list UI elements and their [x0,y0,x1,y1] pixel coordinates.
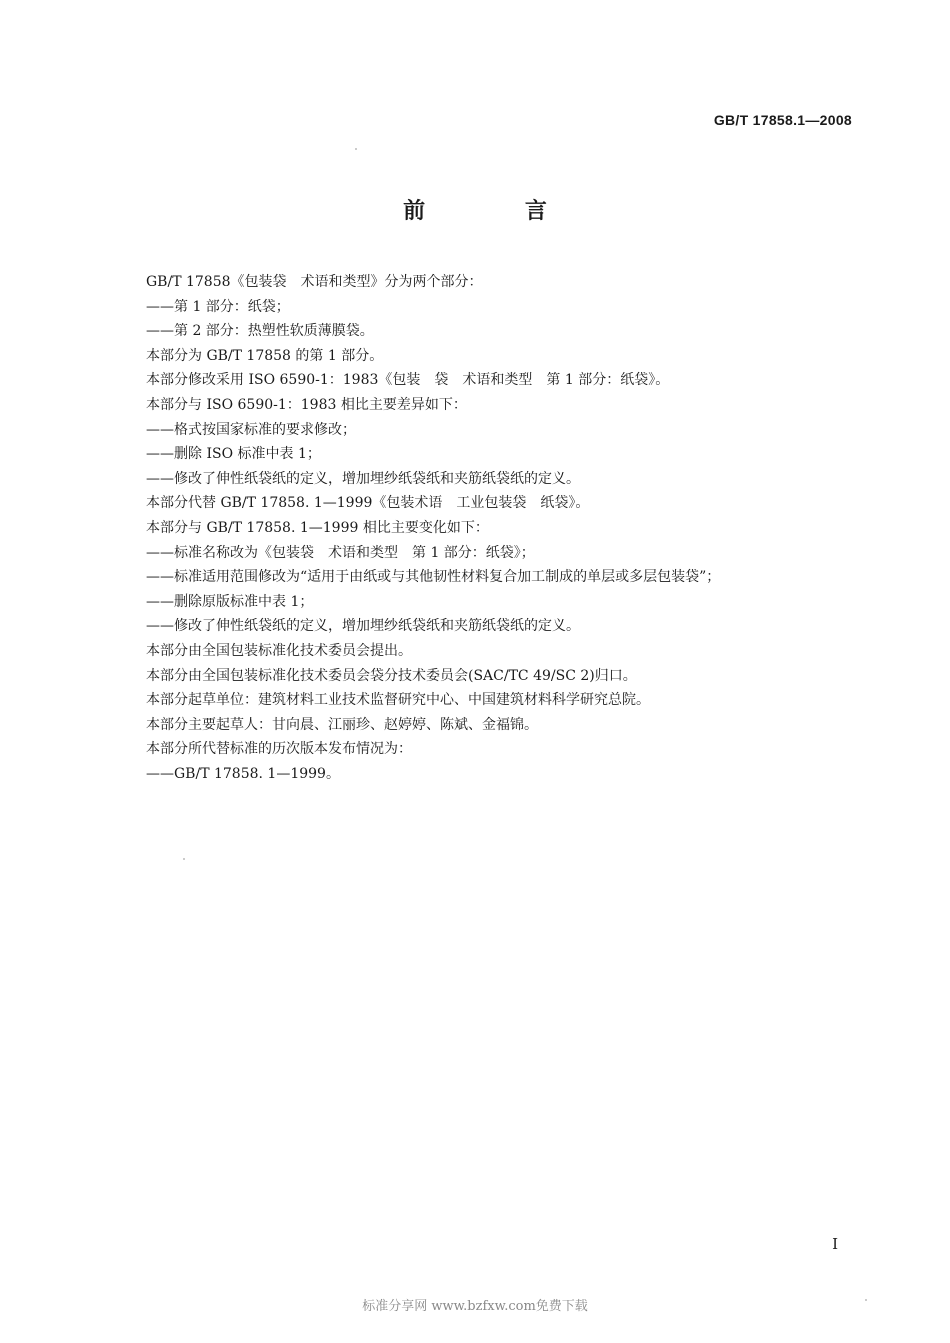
text-line: 本部分由全国包装标准化技术委员会提出。 [146,642,412,659]
text-line: 本部分与 GB/T 17858. 1—1999 相比主要变化如下： [146,519,489,536]
text-line: 本部分主要起草人：甘向晨、江丽珍、赵婷婷、陈斌、金福锦。 [146,716,538,733]
text-line: ——修改了伸性纸袋纸的定义，增加埋纱纸袋纸和夹筋纸袋纸的定义。 [146,618,580,635]
scan-speck [865,1299,867,1301]
scan-speck [355,148,357,150]
text-line: ——删除 ISO 标准中表 1； [146,446,321,463]
text-line: 本部分与 ISO 6590-1：1983 相比主要差异如下： [146,396,467,413]
footer-watermark: 标准分享网 www.bzfxw.com免费下载 [362,1299,588,1314]
text-line: 本部分所代替标准的历次版本发布情况为： [146,741,412,758]
text-line: 本部分由全国包装标准化技术委员会袋分技术委员会(SAC/TC 49/SC 2)归口。 [146,667,637,684]
text-line: ——GB/T 17858. 1—1999。 [146,765,340,782]
text-line: GB/T 17858《包装袋 术语和类型》分为两个部分： [146,274,483,290]
text-line: 本部分修改采用 ISO 6590-1：1983《包装 袋 术语和类型 第 1 部分：纸袋》。 [146,372,670,389]
text-line: 本部分为 GB/T 17858 的第 1 部分。 [146,347,384,364]
text-line: 本部分代替 GB/T 17858. 1—1999《包装术语 工业包装袋 纸袋》。 [146,495,590,512]
scan-speck [183,858,185,860]
page-number: I [832,1235,838,1253]
text-line: ——第 1 部分：纸袋； [146,298,290,315]
text-line: ——第 2 部分：热塑性软质薄膜袋。 [146,323,374,340]
foreword-body [146,270,866,786]
text-line: ——格式按国家标准的要求修改； [146,421,356,438]
text-line: ——删除原版标准中表 1； [146,593,314,610]
text-line: ——标准适用范围修改为“适用于由纸或与其他韧性材料复合加工制成的单层或多层包装袋”； [146,569,721,586]
text-line: 本部分起草单位：建筑材料工业技术监督研究中心、中国建筑材料科学研究总院。 [146,692,650,709]
text-line: ——标准名称改为《包装袋 术语和类型 第 1 部分：纸袋》； [146,544,535,561]
text-line: ——修改了伸性纸袋纸的定义，增加埋纱纸袋纸和夹筋纸袋纸的定义。 [146,470,580,487]
document-code: GB/T 17858.1—2008 [713,112,852,128]
page-title: 前 言 [403,199,593,224]
